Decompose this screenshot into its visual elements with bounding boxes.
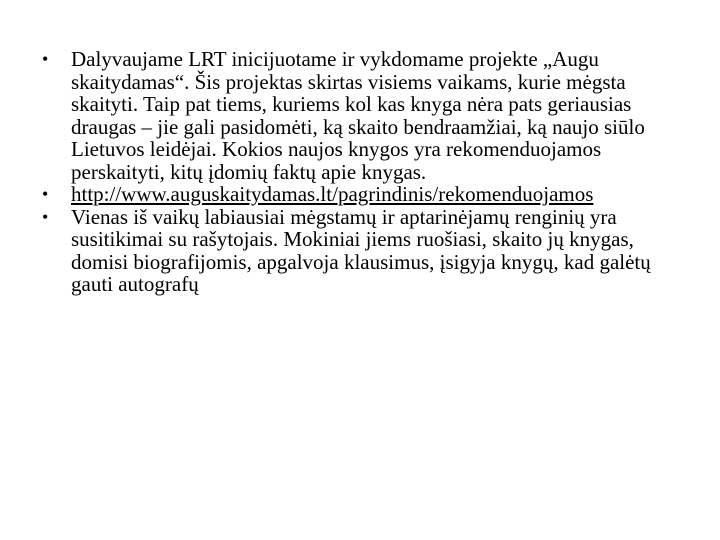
project-link[interactable]: http://www.auguskaitydamas.lt/pagrindinis/rekomenduojamos [71,182,594,206]
bullet-icon: • [42,184,49,204]
bullet-list [40,48,680,296]
bullet-item-writers [40,206,680,296]
bullet-item-link [40,183,680,206]
bullet-text: Vienas iš vaikų labiausiai mėgstamų ir aptarinėjamų renginių yra susitikimai su rašytojais. Mokiniai jiems ruošiasi, skaito jų knygas, domisi biografijomis, apgalvoja klausimus, įsigyja knygų, kad galėtų gauti autografų [71,204,651,296]
bullet-icon: • [42,49,49,69]
bullet-text: Dalyvaujame LRT inicijuotame ir vykdomame projekte „Augu skaitydamas“. Šis projektas skirtas visiems vaikams, kurie mėgsta skaityti. Taip pat tiems, kuriems kol kas knyga nėra pats geriausias draugas – jie gali pasidomėti, ką skaito bendraamžiai, ką naujo siūlo Lietuvos leidėjai. Kokios naujos knygos yra rekomenduojamos perskaityti, kitų įdomių faktų apie knygas. [71,47,645,184]
bullet-item-project [40,48,680,183]
bullet-icon: • [42,206,49,227]
